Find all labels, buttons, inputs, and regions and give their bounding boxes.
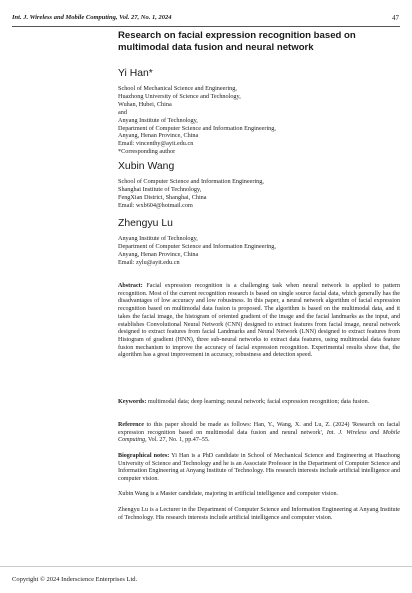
keywords (118, 399, 400, 407)
affiliation-line: Email: zylu@ayit.edu.cn (118, 258, 180, 266)
bio-lu: Zhengyu Lu is a Lecturer in the Department of Computer Science and Information Engineering at Anyang Institute of Technology. His research interests include artificial intelligence and computer vision. (118, 507, 400, 521)
bio-wang: Xubin Wang is a Master candidate, majoring in artificial intelligence and computer vision. (118, 491, 339, 497)
affiliation-line: FengXian District, Shanghai, China (118, 193, 207, 201)
author-affiliation-1 (118, 85, 403, 156)
bio-han-text: Yi Han is a PhD candidate in School of Mechanical Science and Engineering at Huazhong University of Science and Technology and he is an Associate Professor in the Department of Computer Science and Information Engineering at Anyang Institute of Technology. His research interests include artificial intelligence and computer vision. (118, 453, 400, 483)
reference-label: Reference (118, 422, 144, 428)
affiliation-line: *Corresponding author (118, 148, 176, 156)
affiliation-line: and (118, 108, 127, 116)
affiliation-line: Email: vincenthy@ayit.edu.cn (118, 140, 194, 148)
affiliation-line: Shanghai Institute of Technology, (118, 185, 202, 193)
copyright-footer: Copyright © 2024 Inderscience Enterprises Ltd. (12, 576, 138, 583)
reference-text: to this paper should be made as follows: Han, Y., Wang, X. and Lu, Z. (2024) 'Research on facial expression recognition based on multimodal data fusion and neural network', (118, 422, 400, 436)
affiliation-line: Department of Computer Science and Information Engineering, (118, 124, 276, 132)
author-affiliation-3 (118, 235, 403, 267)
reference-journal: Int. J. Wireless and Mobile Computing (118, 429, 400, 444)
author-affiliation-2 (118, 178, 403, 210)
affiliation-line: Anyang, Henan Province, China (118, 132, 199, 140)
abstract-label: Abstract: (118, 283, 143, 289)
keywords-label: Keywords: (118, 399, 147, 405)
affiliation-line: Anyang, Henan Province, China (118, 250, 199, 258)
affiliation-line: School of Mechanical Science and Engineering, (118, 85, 237, 92)
author-name-1: Yi Han* (118, 68, 153, 79)
journal-header: Int. J. Wireless and Mobile Computing, Vol. 27, No. 1, 2024 (12, 14, 172, 21)
reference (118, 422, 400, 445)
affiliation-line: Anyang Institute of Technology, (118, 235, 198, 242)
affiliation-line: Email: wxb604@hotmail.com (118, 201, 193, 209)
paper-title: Research on facial expression recognition based on multimodal data fusion and neural network (118, 30, 356, 53)
page-number: 47 (392, 14, 399, 22)
affiliation-line: Huazhong University of Science and Technology, (118, 92, 241, 100)
abstract (118, 283, 400, 360)
affiliation-line: Department of Computer Science and Information Engineering, (118, 242, 276, 250)
abstract-text: Facial expression recognition is a challenging task when neural network is applied to pattern recognition. Most of the current recognition research is based on single source facial data, which generally has the disadvantages of low accuracy and low robustness. In this paper, a neural network algorithm of facial expression recognition based on multimodal data fusion is proposed. The algorithm is based on the multimodal data, and it takes the facial image, the histogram of oriented gradient of the image and the facial landmarks as the input, and establishes Convolutional Neural Network (CNN) designed to extract features from facial image, neural network designed to extract features from facial Landmarks and Neural Network (LNN) designed to extract features from Histogram of gradient (HNN), three sub-neural networks to extract data features, using multimodal data feature fusion mechanism to improve the accuracy of facial expression recognition. Experimental results show that, the algorithm has a great improvement in accuracy, robustness and detection speed. (118, 283, 400, 359)
author-name-3: Zhengyu Lu (118, 218, 173, 229)
bio-label: Biographical notes: (118, 453, 170, 459)
reference-volume: , Vol. 27, No. 1, pp.47–55. (145, 437, 210, 444)
bio-han (118, 453, 400, 484)
affiliation-line: Anyang Institute of Technology, (118, 116, 198, 124)
footer-rule (0, 566, 412, 567)
affiliation-line: School of Computer Science and Information Engineering, (118, 178, 264, 185)
keywords-text: multimodal data; deep learning; neural network; facial expression recognition; data fusion. (147, 399, 370, 405)
header-rule (12, 26, 400, 27)
author-name-2: Xubin Wang (118, 161, 175, 172)
affiliation-line: Wuhan, Hubei, China (118, 100, 172, 108)
